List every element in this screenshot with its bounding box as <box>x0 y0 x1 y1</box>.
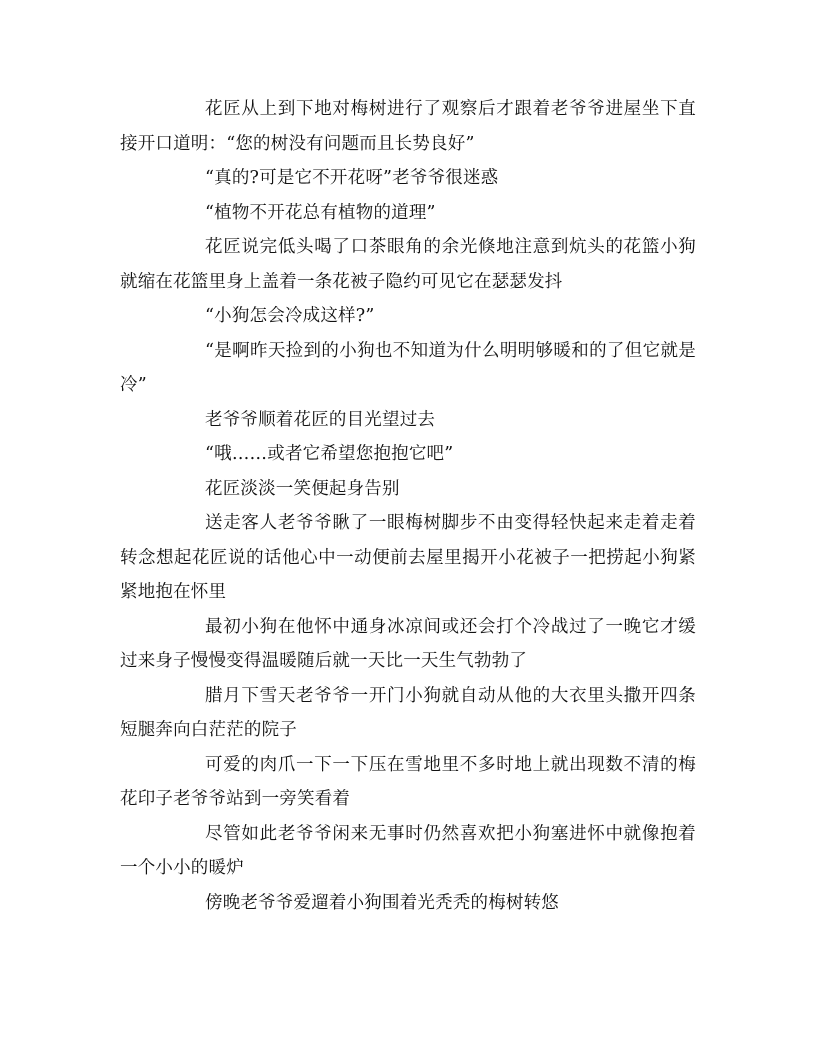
paragraph: 可爱的肉爪一下一下压在雪地里不多时地上就出现数不清的梅花印子老爷爷站到一旁笑看着 <box>120 754 696 809</box>
paragraph: 老爷爷顺着花匠的目光望过去 <box>205 409 436 430</box>
paragraph: 腊月下雪天老爷爷一开门小狗就自动从他的大衣里头撒开四条短腿奔向白茫茫的院子 <box>120 685 696 740</box>
paragraph: 花匠淡淡一笑便起身告别 <box>205 478 400 499</box>
document-body <box>120 92 696 920</box>
paragraph: “是啊昨天捡到的小狗也不知道为什么明明够暖和的了但它就是冷” <box>120 340 696 395</box>
paragraph: “植物不开花总有植物的道理” <box>205 202 436 223</box>
paragraph: 花匠说完低头喝了口茶眼角的余光倏地注意到炕头的花篮小狗就缩在花篮里身上盖着一条花被子隐约可见它在瑟瑟发抖 <box>120 237 696 292</box>
paragraph: “真的?可是它不开花呀”老爷爷很迷惑 <box>205 168 499 188</box>
paragraph: 最初小狗在他怀中通身冰凉间或还会打个冷战过了一晚它才缓过来身子慢慢变得温暖随后就一天比一天生气勃勃了 <box>120 616 696 671</box>
paragraph: 花匠从上到下地对梅树进行了观察后才跟着老爷爷进屋坐下直接开口道明：“您的树没有问题而且长势良好” <box>120 99 696 154</box>
paragraph: 傍晚老爷爷爱遛着小狗围着光秃秃的梅树转悠 <box>205 892 559 913</box>
paragraph: 送走客人老爷爷瞅了一眼梅树脚步不由变得轻快起来走着走着转念想起花匠说的话他心中一动便前去屋里揭开小花被子一把捞起小狗紧紧地抱在怀里 <box>120 513 696 602</box>
paragraph: “哦……或者它希望您抱抱它吧” <box>205 444 454 464</box>
paragraph: “小狗怎会冷成这样?” <box>205 306 375 326</box>
paragraph: 尽管如此老爷爷闲来无事时仍然喜欢把小狗塞进怀中就像抱着一个小小的暖炉 <box>120 823 696 878</box>
